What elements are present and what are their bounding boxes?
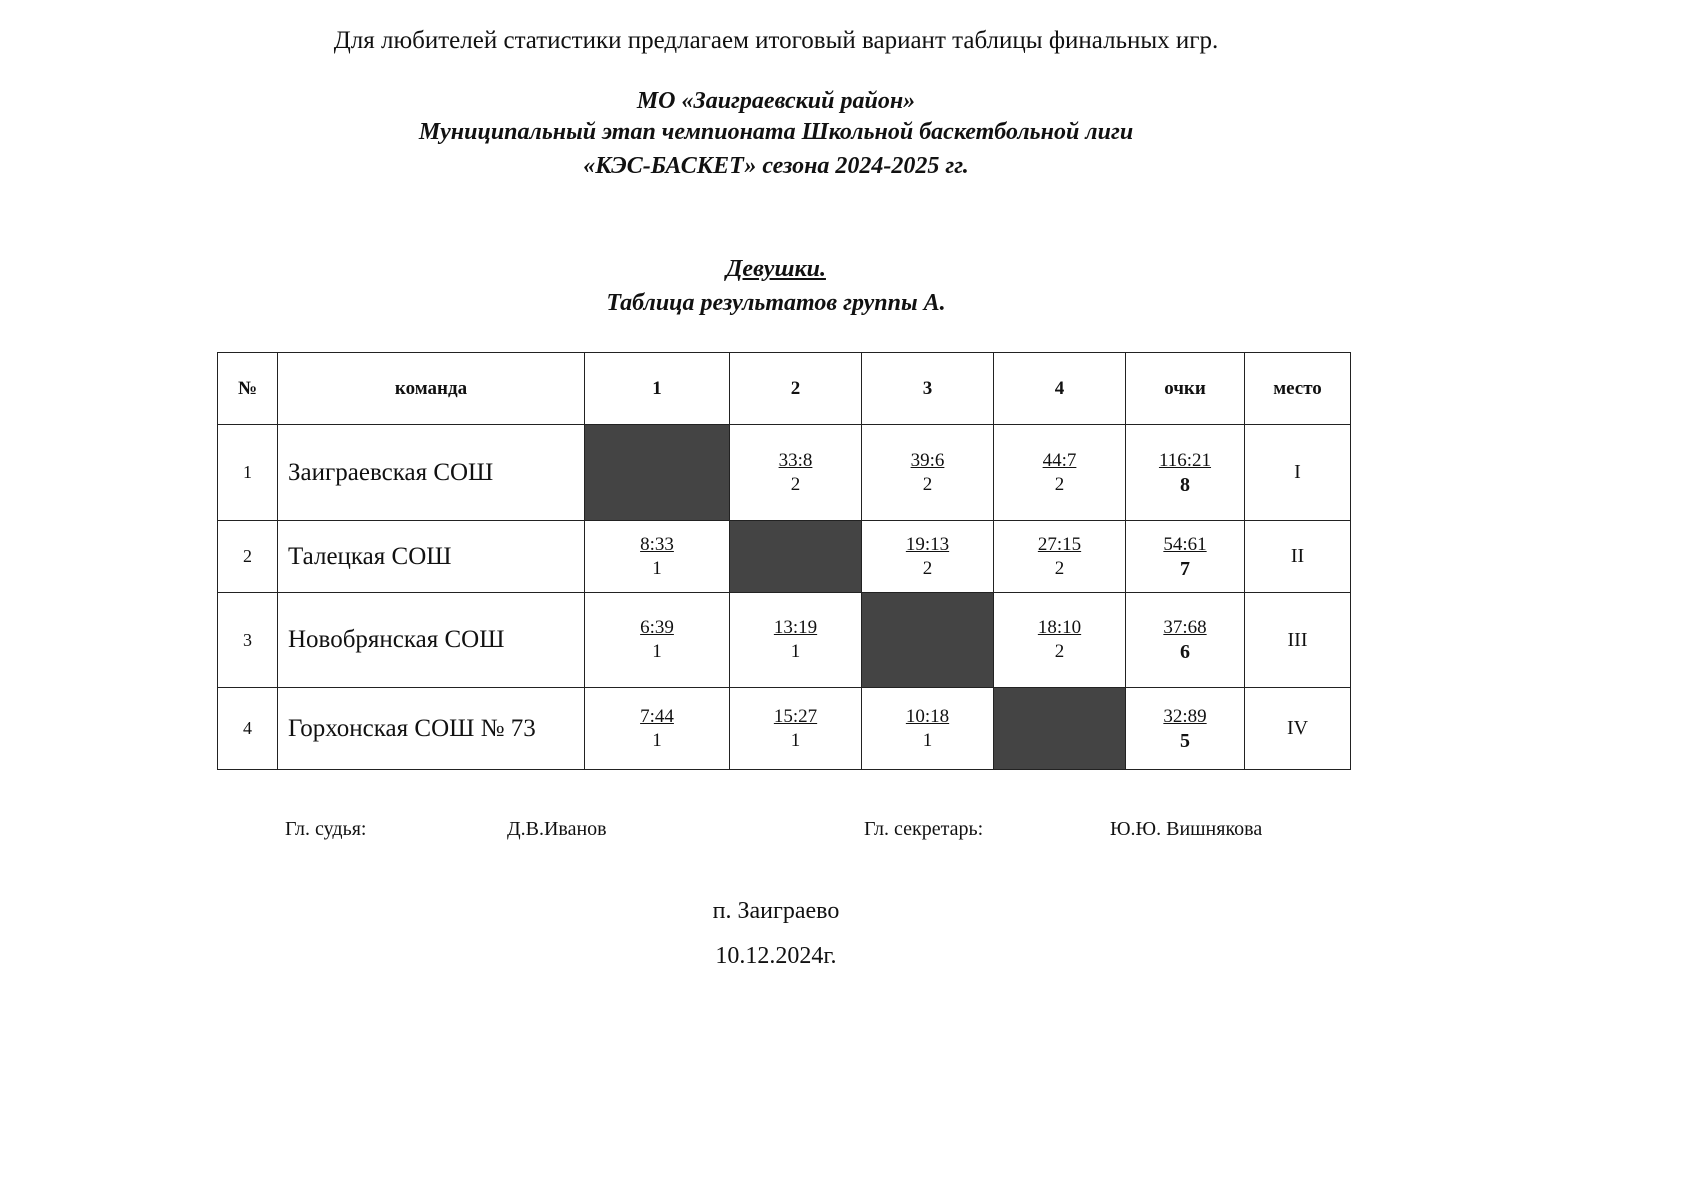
column-header: 4: [994, 353, 1126, 425]
row-number: 3: [218, 593, 278, 688]
total-points: 7: [1180, 557, 1190, 580]
blocked-cell: [730, 521, 862, 593]
game-result: [585, 688, 730, 770]
organizer-title: МО «Заиграевский район»: [636, 88, 916, 114]
game-score: 39:6: [910, 449, 945, 471]
team-name: Талецкая СОШ: [278, 521, 585, 593]
total-result: [1126, 425, 1245, 521]
game-score: 10:18: [905, 705, 950, 727]
game-score: 44:7: [1042, 449, 1077, 471]
secretary-label: Гл. секретарь:: [864, 818, 984, 840]
total-score: 116:21: [1158, 449, 1212, 471]
game-points: 1: [652, 557, 662, 579]
team-place: IV: [1245, 688, 1351, 770]
game-result: [862, 688, 994, 770]
game-score: 27:15: [1037, 533, 1082, 555]
location: п. Заиграево: [712, 898, 840, 924]
table-row: [218, 688, 1351, 770]
blocked-cell: [862, 593, 994, 688]
row-number: 1: [218, 425, 278, 521]
table-row: [218, 521, 1351, 593]
game-points: 2: [1054, 473, 1065, 495]
results-table: [217, 352, 1351, 770]
team-name: Горхонская СОШ № 73: [278, 688, 585, 770]
team-place: II: [1245, 521, 1351, 593]
blocked-cell: [585, 425, 730, 521]
game-points: 1: [790, 729, 801, 751]
game-score: 18:10: [1037, 617, 1082, 638]
column-header: очки: [1126, 353, 1245, 425]
section-title: Девушки.: [726, 256, 826, 282]
column-header: 1: [585, 353, 730, 425]
intro-text: Для любителей статистики предлагаем итоговый вариант таблицы финальных игр.: [333, 27, 1219, 54]
game-result: [994, 425, 1126, 521]
game-points: 1: [652, 641, 662, 662]
judge-label: Гл. судья:: [285, 818, 367, 840]
game-result: [730, 688, 862, 770]
game-result: [862, 521, 994, 593]
game-points: 2: [1054, 641, 1065, 662]
blocked-cell: [994, 688, 1126, 770]
document-date: 10.12.2024г.: [715, 943, 837, 969]
game-score: 13:19: [773, 617, 818, 638]
total-points: 5: [1180, 729, 1190, 752]
total-result: [1126, 593, 1245, 688]
game-points: 1: [922, 729, 933, 751]
column-header: место: [1245, 353, 1351, 425]
game-result: [994, 521, 1126, 593]
total-result: [1126, 521, 1245, 593]
game-score: 6:39: [640, 617, 674, 638]
team-place: III: [1245, 593, 1351, 688]
column-header: №: [218, 353, 278, 425]
column-header: 3: [862, 353, 994, 425]
table-title: Таблица результатов группы А.: [606, 290, 946, 316]
secretary-name: Ю.Ю. Вишнякова: [1110, 818, 1263, 840]
game-result: [862, 425, 994, 521]
team-name: Заиграевская СОШ: [278, 425, 585, 521]
row-number: 4: [218, 688, 278, 770]
game-score: 33:8: [778, 449, 813, 471]
total-result: [1126, 688, 1245, 770]
game-score: 7:44: [640, 705, 674, 727]
total-score: 37:68: [1163, 617, 1207, 638]
game-points: 2: [922, 557, 933, 579]
game-score: 19:13: [905, 533, 950, 555]
total-points: 6: [1180, 641, 1190, 663]
table-header-row: [218, 353, 1351, 425]
row-number: 2: [218, 521, 278, 593]
game-points: 2: [790, 473, 801, 495]
table-row: [218, 593, 1351, 688]
total-points: 8: [1180, 473, 1190, 496]
game-result: [730, 425, 862, 521]
game-result: [585, 521, 730, 593]
game-points: 2: [1054, 557, 1065, 579]
team-name: Новобрянская СОШ: [278, 593, 585, 688]
game-result: [994, 593, 1126, 688]
table-row: [218, 425, 1351, 521]
column-header: команда: [278, 353, 585, 425]
total-score: 32:89: [1163, 705, 1207, 727]
game-points: 2: [922, 473, 933, 495]
game-result: [730, 593, 862, 688]
game-result: [585, 593, 730, 688]
championship-title: Муниципальный этап чемпионата Школьной баскетбольной лиги: [418, 119, 1134, 145]
game-score: 8:33: [640, 533, 674, 555]
team-place: I: [1245, 425, 1351, 521]
season-title: «КЭС-БАСКЕТ» сезона 2024-2025 гг.: [583, 153, 969, 179]
game-score: 15:27: [773, 705, 818, 727]
game-points: 1: [652, 729, 662, 751]
game-points: 1: [790, 641, 801, 662]
total-score: 54:61: [1163, 533, 1207, 555]
column-header: 2: [730, 353, 862, 425]
judge-name: Д.В.Иванов: [507, 818, 607, 840]
